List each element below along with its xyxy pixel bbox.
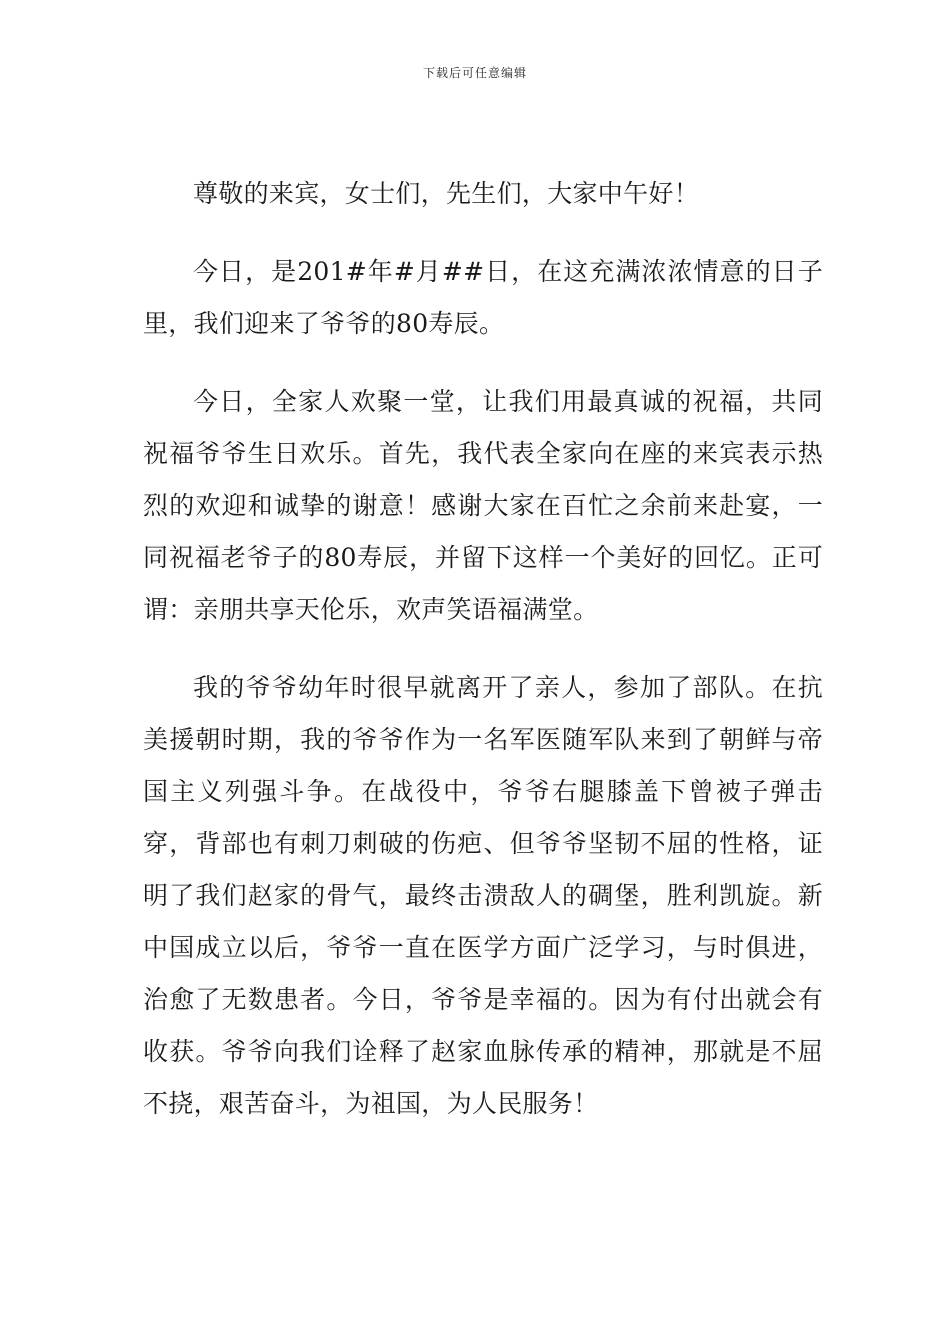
date-paragraph: 今日，是201#年#月##日，在这充满浓浓情意的日子里，我们迎来了爷爷的80寿辰。 <box>143 257 823 338</box>
page-header-note: 下载后可任意编辑 <box>422 66 527 80</box>
grandfather-story-paragraph: 我的爷爷幼年时很早就离开了亲人，参加了部队。在抗美援朝时期，我的爷爷作为一名军医随军队来到了朝鲜与帝国主义列强斗争。在战役中，爷爷右腿膝盖下曾被子弹击穿，背部也有刺刀刺破的伤疤、但爷爷坚韧不屈的性格，证明了我们赵家的骨气，最终击溃敌人的碉堡，胜利凯旋。新中国成立以后，爷爷一直在医学方面广泛学习，与时俱进，治愈了无数患者。今日，爷爷是幸福的。因为有付出就会有收获。爷爷向我们诠释了赵家血脉传承的精神，那就是不屈不挠，艰苦奋斗，为祖国，为人民服务！ <box>143 673 823 1118</box>
greeting-paragraph: 尊敬的来宾，女士们，先生们，大家中午好！ <box>193 179 700 208</box>
welcome-paragraph: 今日，全家人欢聚一堂，让我们用最真诚的祝福，共同祝福爷爷生日欢乐。首先，我代表全家向在座的来宾表示热烈的欢迎和诚挚的谢意！感谢大家在百忙之余前来赴宴，一同祝福老爷子的80寿辰，并留下这样一个美好的回忆。正可谓：亲朋共享天伦乐，欢声笑语福满堂。 <box>143 387 823 624</box>
document-body <box>143 168 823 1156</box>
